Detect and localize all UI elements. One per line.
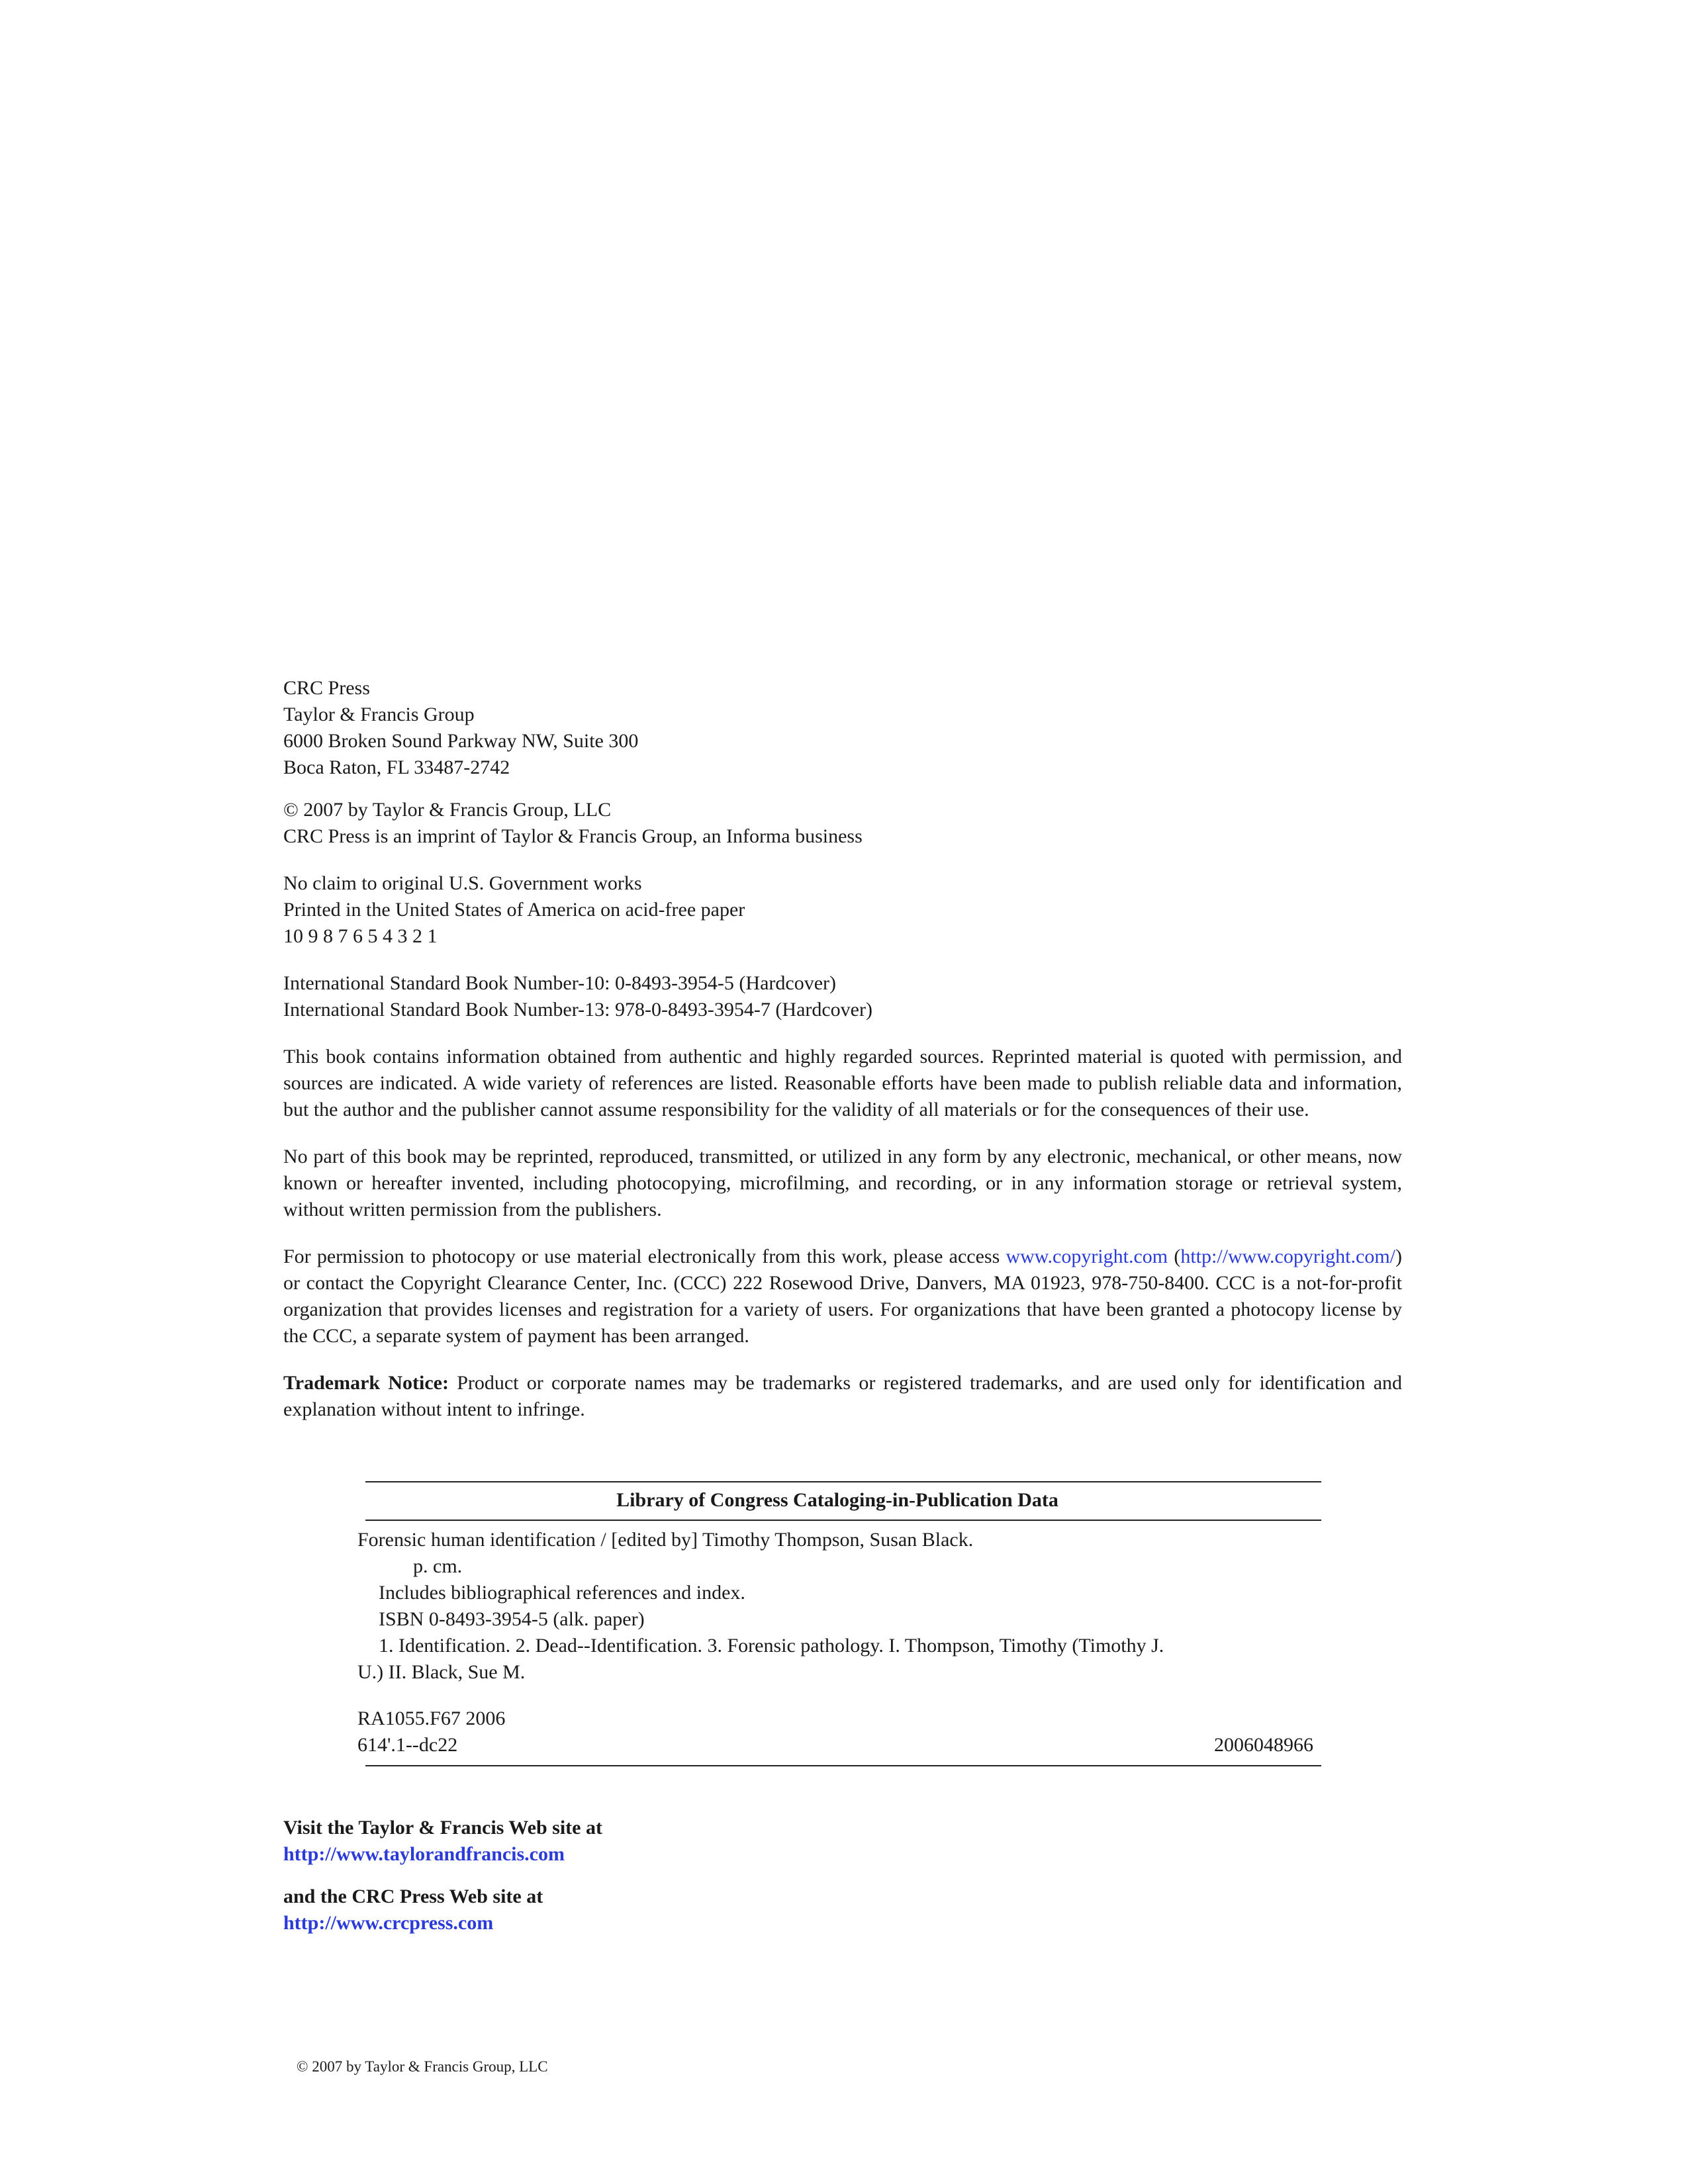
call-number-block (357, 1706, 1317, 1758)
websites-block (283, 1815, 602, 1936)
reproduction-paragraph: No part of this book may be reprinted, reproduced, transmitted, or utilized in any form by any electronic, mechanical, or other means, now known or hereafter invented, including photocopying, microfilming, and recording, or in any information storage or retrieval system, without written permission from the publishers. (283, 1146, 1402, 1220)
copyright-com-link[interactable]: www.copyright.com (1006, 1246, 1168, 1267)
cip-subjects-cont: U.) II. Black, Sue M. (357, 1661, 526, 1683)
cip-heading: Library of Congress Cataloging-in-Publication Data (616, 1489, 1058, 1511)
isbn-line: International Standard Book Number-13: 978-0-8493-3954-7 (Hardcover) (283, 999, 872, 1021)
permission-paragraph (283, 1244, 1402, 1349)
tf-site-label: Visit the Taylor & Francis Web site at (283, 1817, 602, 1839)
permission-text: ) or contact the Copyright Clearance Center, Inc. (CCC) 222 Rosewood Drive, Danvers, MA 01923, 978-750-8400. CCC is a not-for-profit organization that provides licenses and registration for a variety of users. For organizations that have been granted a photocopy license by the CCC, a separate system of payment has been arranged. (283, 1246, 1402, 1347)
publisher-address (283, 675, 1402, 781)
printing-line: Printed in the United States of America on acid-free paper (283, 899, 745, 921)
divider (365, 1765, 1321, 1766)
page-footer: © 2007 by Taylor & Francis Group, LLC (297, 2058, 548, 2075)
copyright-page (283, 675, 1402, 1443)
trademark-text: Product or corporate names may be trademarks or registered trademarks, and are used only for identification and explanation without intent to infringe. (283, 1372, 1403, 1420)
printing-info (283, 870, 1402, 950)
permission-text: ( (1168, 1246, 1181, 1267)
publisher-line: 6000 Broken Sound Parkway NW, Suite 300 (283, 730, 639, 752)
copyright-com-url-link[interactable]: http://www.copyright.com/ (1180, 1246, 1395, 1267)
call-number: RA1055.F67 2006 (357, 1707, 506, 1729)
crc-site-link[interactable]: http://www.crcpress.com (283, 1912, 494, 1934)
lccn: 2006048966 (1214, 1734, 1313, 1756)
printing-line: 10 9 8 7 6 5 4 3 2 1 (283, 925, 438, 947)
dewey-number: 614'.1--dc22 (357, 1734, 458, 1756)
cip-data-block (357, 1481, 1317, 1766)
copyright-notice (283, 797, 1402, 850)
permission-text: For permission to photocopy or use material electronically from this work, please access (283, 1246, 1006, 1267)
publisher-line: Taylor & Francis Group (283, 704, 475, 725)
publisher-line: CRC Press (283, 677, 370, 699)
cip-subjects: 1. Identification. 2. Dead--Identification. 3. Forensic pathology. I. Thompson, Timothy (Timothy J. (379, 1635, 1164, 1657)
trademark-label: Trademark Notice: (283, 1372, 449, 1394)
classification-row (357, 1732, 1313, 1758)
sources-paragraph: This book contains information obtained from authentic and highly regarded sources. Reprinted material is quoted with permission, and sources are indicated. A wide variety of references are listed. Reasonable efforts have been made to publish reliable data and information, but the author and the publisher cannot assume responsibility for the validity of all materials or for the consequences of their use. (283, 1046, 1402, 1120)
copyright-line: CRC Press is an imprint of Taylor & Francis Group, an Informa business (283, 825, 863, 847)
printing-line: No claim to original U.S. Government works (283, 872, 642, 894)
cip-includes: Includes bibliographical references and index. (379, 1582, 745, 1604)
copyright-line: © 2007 by Taylor & Francis Group, LLC (283, 799, 612, 821)
publisher-line: Boca Raton, FL 33487-2742 (283, 756, 510, 778)
cip-isbn: ISBN 0-8493-3954-5 (alk. paper) (379, 1608, 645, 1630)
cip-body (357, 1521, 1317, 1758)
isbn-block (283, 970, 1402, 1023)
cip-title-line: Forensic human identification / [edited by] Timothy Thompson, Susan Black. (357, 1529, 974, 1551)
tf-site-link[interactable]: http://www.taylorandfrancis.com (283, 1843, 565, 1865)
isbn-line: International Standard Book Number-10: 0-8493-3954-5 (Hardcover) (283, 972, 836, 994)
trademark-paragraph (283, 1370, 1402, 1423)
crc-site-label: and the CRC Press Web site at (283, 1886, 543, 1907)
cip-pcm: p. cm. (413, 1555, 463, 1577)
